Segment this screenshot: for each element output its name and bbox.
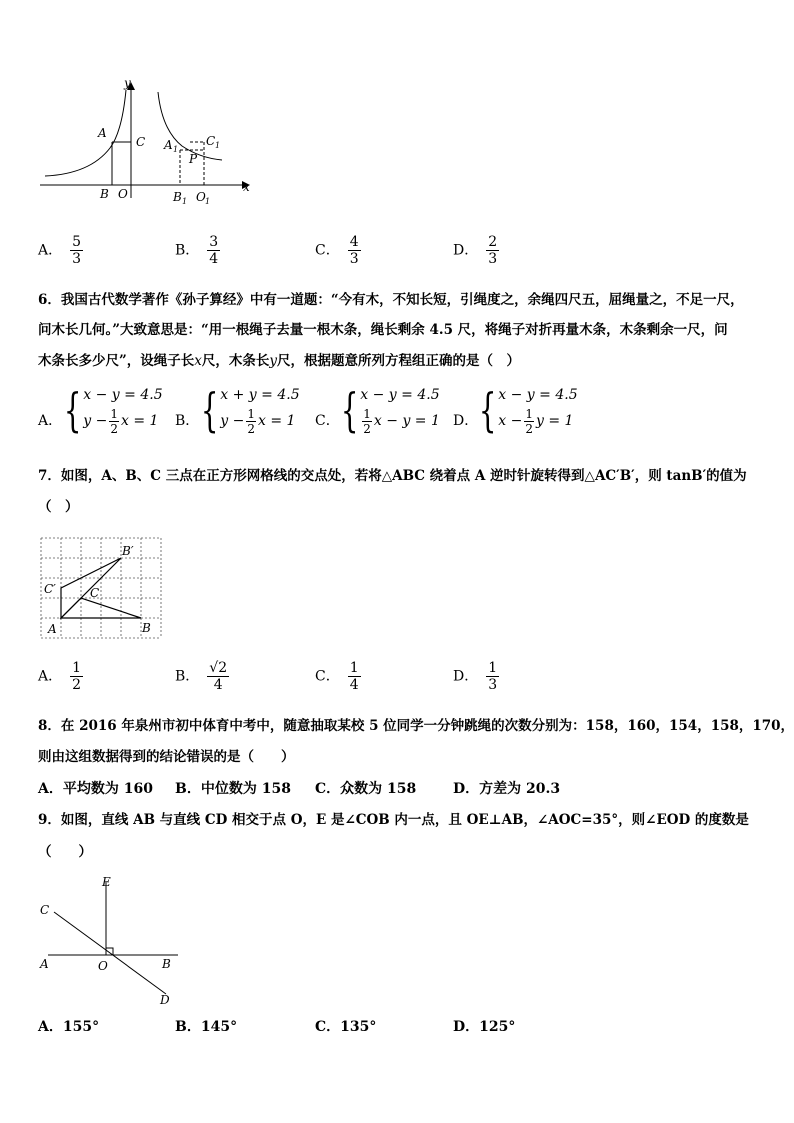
option-fraction: $\frac{4}{3}$ — [349, 234, 359, 267]
option-letter: C． — [315, 242, 340, 259]
q5-option-b[interactable] — [175, 234, 220, 267]
q6-stem-line3: 木条长多少尺”，设绳子长x尺，木条长y尺，根据题意所列方程组正确的是（ ） — [38, 353, 521, 369]
fig5-label-O1: O — [196, 190, 206, 204]
q8-stem-line1: 8．在 2016 年泉州市初中体育中考中，随意抽取某校 5 位同学一分钟跳绳的次数分别为：158，160，154，158，170， — [38, 718, 794, 734]
fig5-label-C: C — [136, 135, 146, 149]
q5-option-d[interactable] — [453, 234, 499, 267]
fig5-label-C1-sub: 1 — [215, 141, 221, 150]
option-letter: D． — [453, 242, 479, 259]
q8-option-b[interactable]: B．中位数为 158 — [175, 781, 291, 797]
option-letter: A． — [38, 242, 63, 259]
option-fraction: $\frac{1}{4}$ — [349, 660, 359, 693]
q9-label-B: B — [162, 957, 171, 971]
q7-grid-figure — [38, 535, 168, 645]
q5-option-a[interactable] — [38, 234, 83, 267]
q8-option-d[interactable]: D．方差为 20.3 — [453, 781, 561, 797]
q7-label-C: C — [90, 586, 100, 600]
q9-stem-line2: （ ） — [38, 844, 92, 860]
q6-stem-line2: 问木长几何。”大致意思是：“用一根绳子去量一根木条，绳长剩余 4.5 尺，将绳子对折再量木条，木条剩余一尺，问 — [38, 322, 728, 338]
q6-option-b-letter: B． — [175, 413, 200, 429]
q7-label-B-prime: B′ — [122, 544, 134, 558]
option-fraction: $\frac{√2}{4}$ — [209, 660, 228, 693]
fig5-label-A1-sub: 1 — [173, 145, 179, 154]
fig5-label-A: A — [98, 126, 107, 140]
q7-label-A: A — [48, 622, 57, 636]
q6-option-a[interactable]: { x − y = 4.5 y − $\frac{1}{2}$ x = 1 — [63, 383, 163, 437]
fig5-label-y: y — [124, 76, 131, 90]
option-letter: D． — [453, 668, 479, 685]
q5-option-c[interactable] — [315, 234, 361, 267]
q7-option-b[interactable] — [175, 660, 229, 693]
fig5-label-B: B — [100, 187, 109, 201]
option-fraction: $\frac{2}{3}$ — [488, 234, 498, 267]
q9-label-A: A — [40, 957, 49, 971]
q9-option-a[interactable]: A．155° — [38, 1019, 100, 1035]
fig5-label-B1-sub: 1 — [182, 197, 188, 206]
q8-stem-line2: 则由这组数据得到的结论错误的是（ ） — [38, 749, 295, 765]
option-fraction: $\frac{3}{4}$ — [209, 234, 219, 267]
q6-stem-line1: 6．我国古代数学著作《孙子算经》中有一道题：“今有木，不知长短，引绳度之，余绳四尺五，屈绳量之，不足一尺， — [38, 292, 744, 308]
q6-option-d[interactable]: { x − y = 4.5 x − $\frac{1}{2}$ y = 1 — [478, 383, 578, 437]
fig5-label-C1: C — [206, 134, 216, 148]
q7-stem-line1: 7．如图，A、B、C 三点在正方形网格线的交点处，若将△ABC 绕着点 A 逆时针旋转得到△AC′B′，则 tanB′的值为 — [38, 468, 747, 484]
q9-option-c[interactable]: C．135° — [315, 1019, 377, 1035]
option-fraction: $\frac{1}{2}$ — [72, 660, 82, 693]
q7-option-d[interactable] — [453, 660, 499, 693]
option-letter: C． — [315, 668, 340, 685]
q6-option-d-letter: D． — [453, 413, 479, 429]
q6-option-b[interactable]: { x + y = 4.5 y − $\frac{1}{2}$ x = 1 — [200, 383, 300, 437]
q7-stem-line2: （ ） — [38, 499, 79, 515]
q9-option-d[interactable]: D．125° — [453, 1019, 516, 1035]
q9-stem-line1: 9．如图，直线 AB 与直线 CD 相交于点 O，E 是∠COB 内一点，且 OE⊥AB，∠AOC=35°，则∠EOD 的度数是 — [38, 812, 749, 828]
q9-label-O: O — [98, 959, 108, 973]
q7-option-a[interactable] — [38, 660, 83, 693]
q8-option-c[interactable]: C．众数为 158 — [315, 781, 417, 797]
q7-option-c[interactable] — [315, 660, 361, 693]
option-letter: B． — [175, 668, 200, 685]
q7-label-C-prime: C′ — [44, 582, 56, 596]
fig5-label-P: P — [189, 152, 198, 166]
q9-figure — [36, 872, 186, 1012]
q5-figure — [30, 70, 270, 210]
q9-label-D: D — [160, 993, 170, 1007]
fig5-label-x: x — [243, 180, 250, 194]
fig5-label-B1: B — [173, 190, 182, 204]
option-letter: A． — [38, 668, 63, 685]
fig5-label-O: O — [118, 187, 128, 201]
q6-option-c-letter: C． — [315, 413, 340, 429]
q7-label-B: B — [142, 621, 151, 635]
q9-option-b[interactable]: B．145° — [175, 1019, 238, 1035]
option-letter: B． — [175, 242, 200, 259]
option-fraction: $\frac{5}{3}$ — [72, 234, 82, 267]
fig5-label-O1-sub: 1 — [205, 197, 211, 206]
q8-option-a[interactable]: A．平均数为 160 — [38, 781, 153, 797]
q6-option-c[interactable]: { x − y = 4.5 1 2 x − y = 1 — [340, 383, 440, 437]
q9-label-C: C — [40, 903, 50, 917]
q9-label-E: E — [102, 875, 111, 889]
fig5-label-A1: A — [164, 138, 173, 152]
option-fraction: $\frac{1}{3}$ — [488, 660, 498, 693]
q6-option-a-letter: A． — [38, 413, 63, 429]
